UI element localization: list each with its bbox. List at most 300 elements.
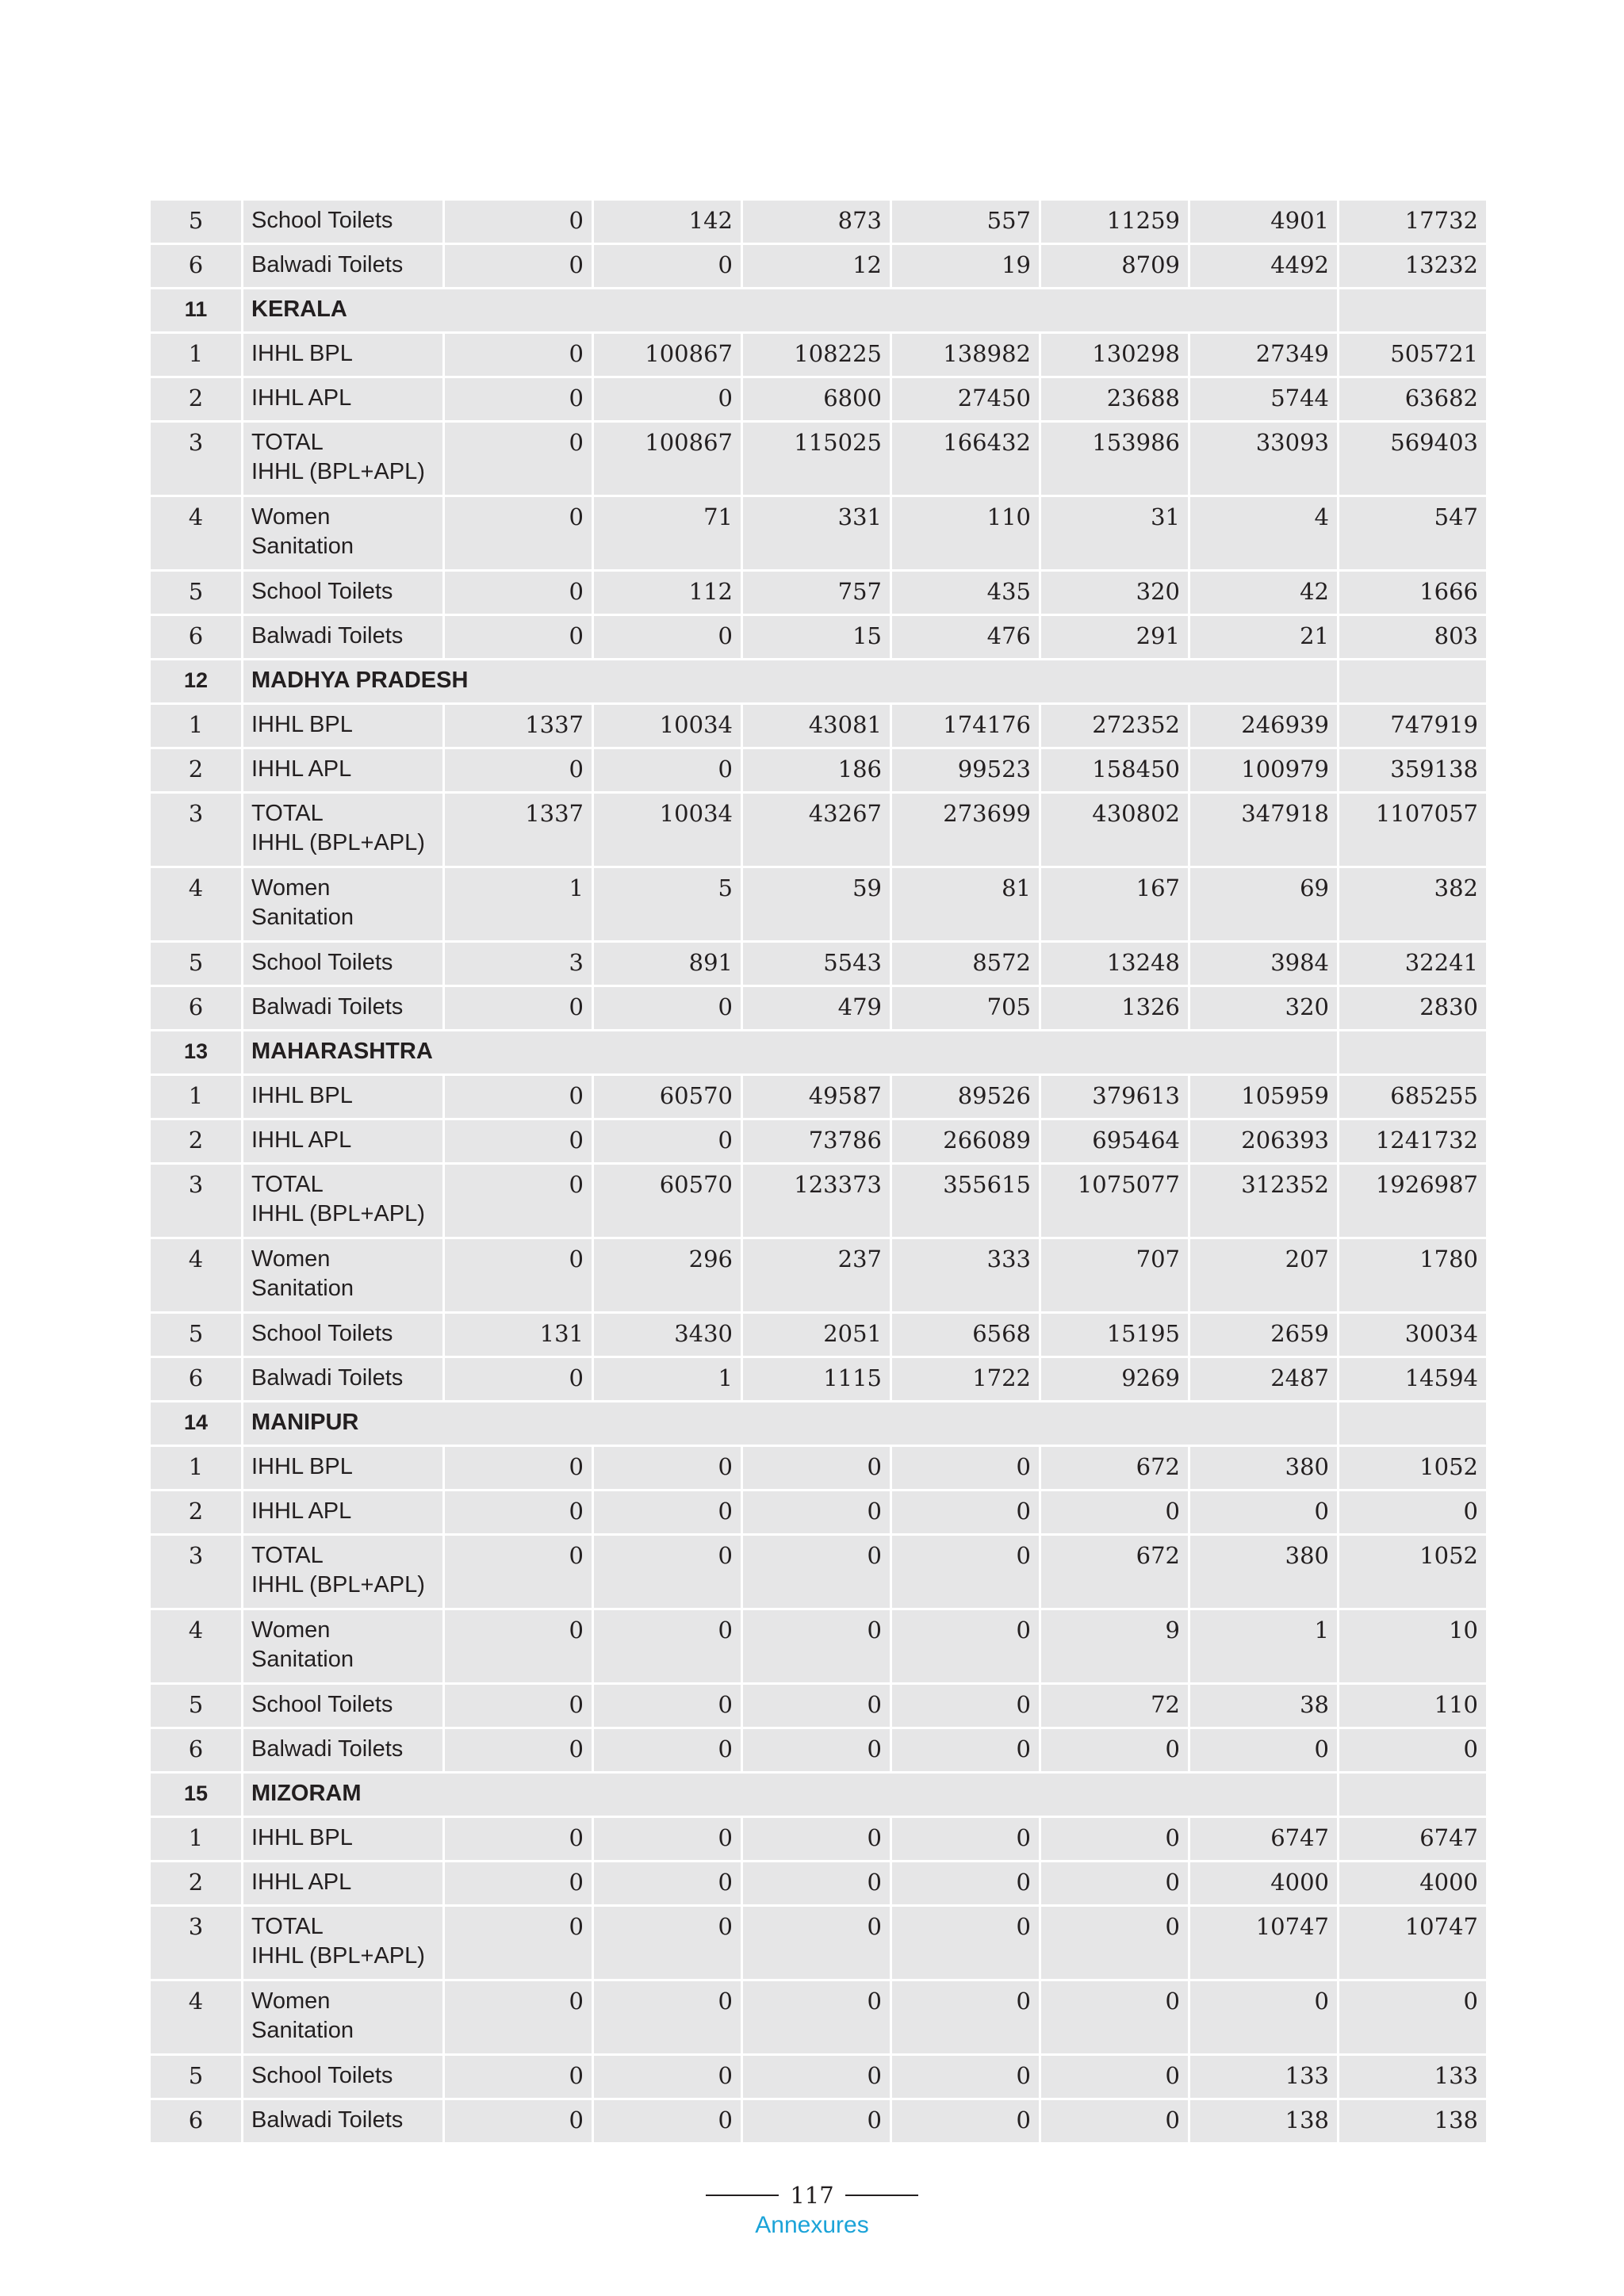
value-cell: 757 <box>742 571 891 615</box>
value-cell: 1337 <box>444 704 593 748</box>
value-cell: 0 <box>742 1535 891 1609</box>
value-cell: 3 <box>444 942 593 986</box>
value-cell: 43267 <box>742 793 891 867</box>
value-cell: 0 <box>742 1684 891 1728</box>
value-cell: 0 <box>1040 1817 1189 1862</box>
item-label-line1: School Toilets <box>251 1692 393 1717</box>
value-cell: 42 <box>1189 571 1339 615</box>
value-cell: 0 <box>444 496 593 571</box>
state-header-blank-cell <box>1339 660 1488 704</box>
value-cell: 33093 <box>1189 422 1339 496</box>
value-cell: 0 <box>593 2055 742 2099</box>
page-footer <box>0 2182 1624 2239</box>
value-cell: 5543 <box>742 942 891 986</box>
value-cell: 0 <box>444 1817 593 1862</box>
value-cell: 10034 <box>593 704 742 748</box>
value-cell: 2830 <box>1339 986 1488 1031</box>
value-cell: 0 <box>1040 2099 1189 2144</box>
value-cell: 0 <box>444 1446 593 1490</box>
table-row <box>150 1980 1488 2055</box>
value-cell: 0 <box>742 1817 891 1862</box>
value-cell: 13248 <box>1040 942 1189 986</box>
value-cell: 15 <box>742 615 891 660</box>
item-label-line2: Sanitation <box>251 1647 354 1672</box>
value-cell: 81 <box>891 867 1040 942</box>
item-label-line2: IHHL (BPL+APL) <box>251 1572 425 1598</box>
item-label-line2: Sanitation <box>251 1276 354 1301</box>
value-cell: 11259 <box>1040 200 1189 244</box>
value-cell: 246939 <box>1189 704 1339 748</box>
item-label-line1: TOTAL <box>251 1172 324 1197</box>
value-cell: 0 <box>891 1980 1040 2055</box>
row-number: 14 <box>150 1402 243 1446</box>
item-label-line1: Balwadi Toilets <box>251 252 404 277</box>
item-label-line1: School Toilets <box>251 950 393 975</box>
value-cell: 0 <box>444 615 593 660</box>
item-label-line2: Sanitation <box>251 905 354 930</box>
value-cell: 27450 <box>891 377 1040 422</box>
row-number: 1 <box>150 333 243 377</box>
value-cell: 69 <box>1189 867 1339 942</box>
value-cell: 2487 <box>1189 1357 1339 1402</box>
value-cell: 435 <box>891 571 1040 615</box>
table-row <box>150 1728 1488 1773</box>
item-label-line1: Women <box>251 1617 331 1643</box>
value-cell: 131 <box>444 1313 593 1357</box>
value-cell: 167 <box>1040 867 1189 942</box>
value-cell: 320 <box>1040 571 1189 615</box>
value-cell: 14594 <box>1339 1357 1488 1402</box>
value-cell: 0 <box>593 748 742 793</box>
item-label <box>243 1906 444 1980</box>
value-cell: 4000 <box>1189 1862 1339 1906</box>
value-cell: 206393 <box>1189 1119 1339 1164</box>
item-label <box>243 377 444 422</box>
value-cell: 5 <box>593 867 742 942</box>
item-label-line1: School Toilets <box>251 2063 393 2088</box>
data-table-container <box>148 198 1478 2145</box>
value-cell: 0 <box>593 615 742 660</box>
state-header-row <box>150 1402 1488 1446</box>
table-body <box>150 200 1488 2144</box>
value-cell: 803 <box>1339 615 1488 660</box>
value-cell: 695464 <box>1040 1119 1189 1164</box>
value-cell: 0 <box>593 1980 742 2055</box>
item-label-line1: Women <box>251 1246 331 1272</box>
value-cell: 186 <box>742 748 891 793</box>
value-cell: 873 <box>742 200 891 244</box>
value-cell: 49587 <box>742 1075 891 1119</box>
table-row <box>150 1535 1488 1609</box>
item-label-line2: IHHL (BPL+APL) <box>251 830 425 855</box>
value-cell: 0 <box>891 1609 1040 1684</box>
footer-rule-left <box>706 2195 779 2196</box>
value-cell: 0 <box>444 1238 593 1313</box>
value-cell: 0 <box>742 2055 891 2099</box>
table-row <box>150 1609 1488 1684</box>
item-label <box>243 1446 444 1490</box>
sanitation-data-table <box>148 198 1488 2145</box>
value-cell: 1 <box>593 1357 742 1402</box>
value-cell: 0 <box>444 333 593 377</box>
state-name: MADHYA PRADESH <box>243 660 1339 704</box>
value-cell: 0 <box>1339 1728 1488 1773</box>
value-cell: 0 <box>891 1862 1040 1906</box>
value-cell: 505721 <box>1339 333 1488 377</box>
row-number: 3 <box>150 1906 243 1980</box>
value-cell: 72 <box>1040 1684 1189 1728</box>
value-cell: 0 <box>593 1684 742 1728</box>
table-row <box>150 615 1488 660</box>
value-cell: 312352 <box>1189 1164 1339 1238</box>
value-cell: 0 <box>891 1728 1040 1773</box>
value-cell: 0 <box>444 1535 593 1609</box>
value-cell: 0 <box>444 1609 593 1684</box>
value-cell: 0 <box>593 986 742 1031</box>
table-row <box>150 496 1488 571</box>
value-cell: 100979 <box>1189 748 1339 793</box>
value-cell: 430802 <box>1040 793 1189 867</box>
state-header-blank-cell <box>1339 289 1488 333</box>
footer-rule-right <box>845 2195 918 2196</box>
table-row <box>150 200 1488 244</box>
section-name: Annexures <box>755 2212 869 2238</box>
value-cell: 31 <box>1040 496 1189 571</box>
state-header-blank-cell <box>1339 1031 1488 1075</box>
value-cell: 0 <box>891 2099 1040 2144</box>
value-cell: 557 <box>891 200 1040 244</box>
value-cell: 158450 <box>1040 748 1189 793</box>
item-label-line1: IHHL APL <box>251 1498 352 1524</box>
value-cell: 10747 <box>1339 1906 1488 1980</box>
row-number: 4 <box>150 1609 243 1684</box>
item-label <box>243 1238 444 1313</box>
value-cell: 6800 <box>742 377 891 422</box>
table-row <box>150 1313 1488 1357</box>
value-cell: 0 <box>742 1862 891 1906</box>
item-label-line1: Balwadi Toilets <box>251 623 404 649</box>
row-number: 5 <box>150 200 243 244</box>
item-label <box>243 1817 444 1862</box>
value-cell: 3984 <box>1189 942 1339 986</box>
row-number: 6 <box>150 1728 243 1773</box>
row-number: 6 <box>150 986 243 1031</box>
item-label-line1: TOTAL <box>251 1914 324 1939</box>
value-cell: 110 <box>1339 1684 1488 1728</box>
value-cell: 320 <box>1189 986 1339 1031</box>
row-number: 1 <box>150 1446 243 1490</box>
item-label-line1: IHHL APL <box>251 1127 352 1153</box>
row-number: 1 <box>150 704 243 748</box>
state-header-blank-cell <box>1339 1402 1488 1446</box>
table-row <box>150 704 1488 748</box>
value-cell: 100867 <box>593 422 742 496</box>
row-number: 2 <box>150 748 243 793</box>
item-label <box>243 1684 444 1728</box>
value-cell: 747919 <box>1339 704 1488 748</box>
value-cell: 0 <box>891 1684 1040 1728</box>
table-row <box>150 1238 1488 1313</box>
row-number: 2 <box>150 1862 243 1906</box>
table-row <box>150 748 1488 793</box>
state-header-row <box>150 1031 1488 1075</box>
table-row <box>150 333 1488 377</box>
table-row <box>150 942 1488 986</box>
value-cell: 4 <box>1189 496 1339 571</box>
value-cell: 19 <box>891 244 1040 289</box>
value-cell: 707 <box>1040 1238 1189 1313</box>
value-cell: 63682 <box>1339 377 1488 422</box>
value-cell: 130298 <box>1040 333 1189 377</box>
value-cell: 27349 <box>1189 333 1339 377</box>
row-number: 13 <box>150 1031 243 1075</box>
item-label <box>243 422 444 496</box>
row-number: 2 <box>150 1490 243 1535</box>
item-label-line1: IHHL APL <box>251 756 352 782</box>
value-cell: 347918 <box>1189 793 1339 867</box>
value-cell: 43081 <box>742 704 891 748</box>
table-row <box>150 1119 1488 1164</box>
value-cell: 0 <box>891 1535 1040 1609</box>
value-cell: 0 <box>444 422 593 496</box>
value-cell: 5744 <box>1189 377 1339 422</box>
value-cell: 1115 <box>742 1357 891 1402</box>
value-cell: 10747 <box>1189 1906 1339 1980</box>
row-number: 3 <box>150 793 243 867</box>
value-cell: 10034 <box>593 793 742 867</box>
row-number: 6 <box>150 615 243 660</box>
value-cell: 0 <box>444 1075 593 1119</box>
item-label <box>243 1119 444 1164</box>
value-cell: 272352 <box>1040 704 1189 748</box>
row-number: 4 <box>150 496 243 571</box>
item-label-line1: Women <box>251 875 331 901</box>
row-number: 6 <box>150 244 243 289</box>
value-cell: 0 <box>593 1446 742 1490</box>
row-number: 1 <box>150 1817 243 1862</box>
value-cell: 0 <box>891 2055 1040 2099</box>
value-cell: 331 <box>742 496 891 571</box>
item-label-line2: IHHL (BPL+APL) <box>251 1943 425 1969</box>
value-cell: 133 <box>1339 2055 1488 2099</box>
page-number-line <box>0 2182 1624 2209</box>
item-label <box>243 333 444 377</box>
value-cell: 0 <box>444 1357 593 1402</box>
value-cell: 0 <box>891 1490 1040 1535</box>
value-cell: 4901 <box>1189 200 1339 244</box>
value-cell: 0 <box>1040 1980 1189 2055</box>
value-cell: 705 <box>891 986 1040 1031</box>
item-label-line1: Balwadi Toilets <box>251 2107 404 2133</box>
row-number: 6 <box>150 2099 243 2144</box>
value-cell: 0 <box>742 1906 891 1980</box>
value-cell: 0 <box>444 1490 593 1535</box>
value-cell: 1241732 <box>1339 1119 1488 1164</box>
item-label-line1: School Toilets <box>251 579 393 604</box>
value-cell: 547 <box>1339 496 1488 571</box>
value-cell: 273699 <box>891 793 1040 867</box>
value-cell: 1 <box>444 867 593 942</box>
value-cell: 237 <box>742 1238 891 1313</box>
value-cell: 3430 <box>593 1313 742 1357</box>
value-cell: 672 <box>1040 1535 1189 1609</box>
value-cell: 60570 <box>593 1075 742 1119</box>
state-header-row <box>150 660 1488 704</box>
state-name: MIZORAM <box>243 1773 1339 1817</box>
value-cell: 6568 <box>891 1313 1040 1357</box>
value-cell: 0 <box>444 1906 593 1980</box>
value-cell: 672 <box>1040 1446 1189 1490</box>
value-cell: 1075077 <box>1040 1164 1189 1238</box>
table-row <box>150 1684 1488 1728</box>
item-label-line1: Balwadi Toilets <box>251 994 404 1020</box>
value-cell: 1107057 <box>1339 793 1488 867</box>
value-cell: 685255 <box>1339 1075 1488 1119</box>
value-cell: 0 <box>444 986 593 1031</box>
item-label-line2: Sanitation <box>251 534 354 559</box>
item-label-line2: IHHL (BPL+APL) <box>251 459 425 484</box>
value-cell: 891 <box>593 942 742 986</box>
value-cell: 115025 <box>742 422 891 496</box>
value-cell: 207 <box>1189 1238 1339 1313</box>
value-cell: 15195 <box>1040 1313 1189 1357</box>
value-cell: 0 <box>593 1490 742 1535</box>
value-cell: 2051 <box>742 1313 891 1357</box>
value-cell: 0 <box>891 1906 1040 1980</box>
value-cell: 0 <box>444 748 593 793</box>
value-cell: 266089 <box>891 1119 1040 1164</box>
value-cell: 105959 <box>1189 1075 1339 1119</box>
value-cell: 0 <box>1189 1980 1339 2055</box>
state-name: MAHARASHTRA <box>243 1031 1339 1075</box>
table-row <box>150 377 1488 422</box>
table-row <box>150 571 1488 615</box>
table-row <box>150 867 1488 942</box>
item-label-line1: Balwadi Toilets <box>251 1365 404 1391</box>
item-label <box>243 942 444 986</box>
value-cell: 0 <box>593 1535 742 1609</box>
page-number: 117 <box>790 2182 834 2209</box>
value-cell: 379613 <box>1040 1075 1189 1119</box>
item-label <box>243 200 444 244</box>
value-cell: 1 <box>1189 1609 1339 1684</box>
value-cell: 0 <box>1189 1490 1339 1535</box>
value-cell: 0 <box>1040 1906 1189 1980</box>
state-name: KERALA <box>243 289 1339 333</box>
table-row <box>150 793 1488 867</box>
value-cell: 0 <box>742 1728 891 1773</box>
item-label <box>243 793 444 867</box>
value-cell: 100867 <box>593 333 742 377</box>
value-cell: 0 <box>593 244 742 289</box>
value-cell: 6747 <box>1189 1817 1339 1862</box>
value-cell: 21 <box>1189 615 1339 660</box>
row-number: 12 <box>150 660 243 704</box>
row-number: 3 <box>150 1164 243 1238</box>
value-cell: 0 <box>1040 2055 1189 2099</box>
item-label-line1: School Toilets <box>251 208 393 233</box>
value-cell: 0 <box>742 1980 891 2055</box>
value-cell: 0 <box>1040 1728 1189 1773</box>
item-label-line1: IHHL APL <box>251 1869 352 1895</box>
row-number: 1 <box>150 1075 243 1119</box>
value-cell: 99523 <box>891 748 1040 793</box>
value-cell: 123373 <box>742 1164 891 1238</box>
row-number: 4 <box>150 1980 243 2055</box>
item-label <box>243 1862 444 1906</box>
row-number: 2 <box>150 377 243 422</box>
value-cell: 0 <box>444 1980 593 2055</box>
table-row <box>150 422 1488 496</box>
table-row <box>150 1164 1488 1238</box>
value-cell: 0 <box>444 377 593 422</box>
item-label <box>243 986 444 1031</box>
value-cell: 0 <box>444 571 593 615</box>
value-cell: 138 <box>1339 2099 1488 2144</box>
value-cell: 0 <box>593 1862 742 1906</box>
value-cell: 0 <box>593 2099 742 2144</box>
value-cell: 2659 <box>1189 1313 1339 1357</box>
value-cell: 0 <box>593 377 742 422</box>
item-label-line1: IHHL BPL <box>251 1083 353 1108</box>
row-number: 11 <box>150 289 243 333</box>
value-cell: 9 <box>1040 1609 1189 1684</box>
value-cell: 359138 <box>1339 748 1488 793</box>
item-label <box>243 1609 444 1684</box>
value-cell: 6747 <box>1339 1817 1488 1862</box>
item-label <box>243 1313 444 1357</box>
value-cell: 0 <box>891 1817 1040 1862</box>
value-cell: 0 <box>444 1164 593 1238</box>
item-label-line2: Sanitation <box>251 2018 354 2043</box>
value-cell: 110 <box>891 496 1040 571</box>
value-cell: 0 <box>1040 1490 1189 1535</box>
value-cell: 138 <box>1189 2099 1339 2144</box>
value-cell: 142 <box>593 200 742 244</box>
state-header-blank-cell <box>1339 1773 1488 1817</box>
item-label <box>243 748 444 793</box>
item-label-line1: TOTAL <box>251 430 324 455</box>
item-label <box>243 1490 444 1535</box>
item-label <box>243 571 444 615</box>
value-cell: 89526 <box>891 1075 1040 1119</box>
value-cell: 1722 <box>891 1357 1040 1402</box>
item-label <box>243 1164 444 1238</box>
table-row <box>150 1817 1488 1862</box>
value-cell: 8572 <box>891 942 1040 986</box>
value-cell: 32241 <box>1339 942 1488 986</box>
value-cell: 569403 <box>1339 422 1488 496</box>
value-cell: 1326 <box>1040 986 1189 1031</box>
value-cell: 133 <box>1189 2055 1339 2099</box>
value-cell: 0 <box>593 1728 742 1773</box>
value-cell: 0 <box>444 2099 593 2144</box>
value-cell: 0 <box>742 1446 891 1490</box>
value-cell: 0 <box>444 1728 593 1773</box>
value-cell: 0 <box>1339 1490 1488 1535</box>
value-cell: 12 <box>742 244 891 289</box>
item-label-line1: School Toilets <box>251 1321 393 1346</box>
value-cell: 291 <box>1040 615 1189 660</box>
value-cell: 8709 <box>1040 244 1189 289</box>
row-number: 5 <box>150 571 243 615</box>
value-cell: 382 <box>1339 867 1488 942</box>
value-cell: 138982 <box>891 333 1040 377</box>
table-row <box>150 1357 1488 1402</box>
value-cell: 60570 <box>593 1164 742 1238</box>
row-number: 5 <box>150 1684 243 1728</box>
value-cell: 0 <box>742 2099 891 2144</box>
